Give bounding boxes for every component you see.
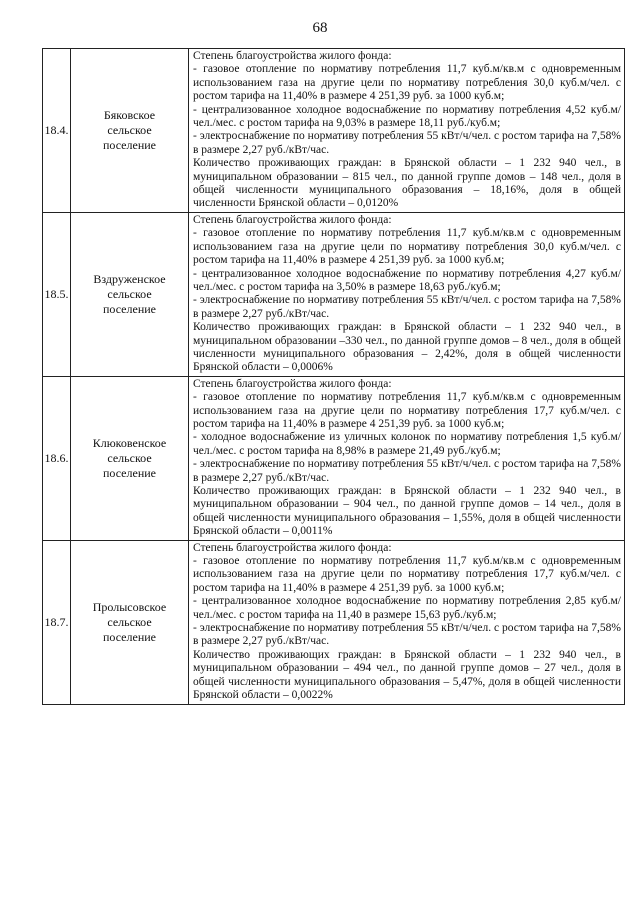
- settlement-name: [71, 212, 189, 376]
- settlement-name-line: сельское: [107, 450, 152, 465]
- settlement-name-line: Пролысовское: [92, 599, 167, 614]
- settlements-table: [42, 48, 625, 705]
- description-heading: Степень благоустройства жилого фонда:: [193, 213, 392, 226]
- settlement-name-line: Бяковское: [103, 107, 156, 122]
- gas-heating-item: - газовое отопление по нормативу потребления 11,7 куб.м/кв.м с одновременным использованием газа на другие цели по нормативу потребления 17,7 куб.м/чел. с ростом тарифа на 11,40% в размере 4 251,39 руб. за 1000 куб.м;: [193, 555, 621, 594]
- electricity-item: - электроснабжение по нормативу потребления 55 кВт/ч/чел. с ростом тарифа на 7,58% в размере 2,27 руб./кВт/час.: [193, 458, 621, 484]
- settlement-name: [71, 376, 189, 540]
- gas-heating-item: - газовое отопление по нормативу потребления 11,7 куб.м/кв.м с одновременным использованием газа на другие цели по нормативу потребления 17,7 куб.м/чел. с ростом тарифа на 11,40% в размере 4 251,39 руб. за 1000 куб.м;: [193, 391, 621, 430]
- row-number: 18.4.: [43, 49, 71, 213]
- page-number: 68: [312, 20, 328, 36]
- housing-description: [189, 376, 625, 540]
- settlement-name-line: поселение: [102, 629, 156, 644]
- row-number: 18.6.: [43, 376, 71, 540]
- settlement-name-line: Клюковенское: [92, 435, 167, 450]
- row-number: 18.5.: [43, 212, 71, 376]
- electricity-item: - электроснабжение по нормативу потребления 55 кВт/ч/чел. с ростом тарифа на 7,58% в размере 2,27 руб./кВт/час.: [193, 130, 621, 156]
- housing-description: [189, 49, 625, 213]
- settlement-name-line: Вздруженское: [93, 271, 166, 286]
- description-heading: Степень благоустройства жилого фонда:: [193, 541, 392, 554]
- settlement-name-line: сельское: [107, 614, 152, 629]
- water-supply-item: - централизованное холодное водоснабжение по нормативу потребления 2,85 куб.м/чел./мес. с ростом тарифа на 11,40 в размере 15,63 руб./куб.м;: [193, 595, 621, 621]
- water-supply-item: - холодное водоснабжение из уличных колонок по нормативу потребления 1,5 куб.м/чел./мес. с ростом тарифа на 8,98% в размере 21,49 руб./куб.м;: [193, 431, 621, 457]
- water-supply-item: - централизованное холодное водоснабжение по нормативу потребления 4,27 куб.м/чел./мес. с ростом тарифа на 3,50% в размере 18,63 руб./куб.м;: [193, 267, 621, 293]
- residents-count: Количество проживающих граждан: в Брянской области – 1 232 940 чел., в муниципальном образовании –330 чел., по данной группе домов – 8 чел., доля в общей численности муниципального образования – 2,42%, доля в общей численности Брянской области – 0,0006%: [193, 321, 621, 374]
- electricity-item: - электроснабжение по нормативу потребления 55 кВт/ч/чел. с ростом тарифа на 7,58% в размере 2,27 руб./кВт/час.: [193, 294, 621, 320]
- row-number: 18.7.: [43, 540, 71, 704]
- settlement-name: [71, 49, 189, 213]
- gas-heating-item: - газовое отопление по нормативу потребления 11,7 куб.м/кв.м с одновременным использованием газа на другие цели по нормативу потребления 30,0 куб.м/чел. с ростом тарифа на 11,40% в размере 4 251,39 руб. за 1000 куб.м;: [193, 63, 621, 103]
- housing-description: [189, 540, 625, 704]
- housing-description: [189, 212, 625, 376]
- residents-count: Количество проживающих граждан: в Брянской области – 1 232 940 чел., в муниципальном образовании – 904 чел., по данной группе домов – 14 чел., доля в общей численности муниципального образования – 1,55%, доля в общей численности Брянской области – 0,0011%: [193, 485, 621, 538]
- table-row: [43, 49, 625, 213]
- description-heading: Степень благоустройства жилого фонда:: [193, 377, 392, 390]
- settlement-name-line: сельское: [107, 122, 152, 137]
- table-row: [43, 376, 625, 540]
- settlement-name-line: поселение: [102, 465, 156, 480]
- settlement-name-line: поселение: [102, 137, 156, 152]
- description-heading: Степень благоустройства жилого фонда:: [193, 50, 392, 62]
- settlement-name-line: сельское: [107, 286, 152, 301]
- settlement-name: [71, 540, 189, 704]
- gas-heating-item: - газовое отопление по нормативу потребления 11,7 куб.м/кв.м с одновременным использованием газа на другие цели по нормативу потребления 30,0 куб.м/чел. с ростом тарифа на 11,40% в размере 4 251,39 руб. за 1000 куб.м;: [193, 227, 621, 267]
- settlement-name-line: поселение: [102, 301, 156, 316]
- residents-count: Количество проживающих граждан: в Брянской области – 1 232 940 чел., в муниципальном образовании – 494 чел., по данной группе домов – 27 чел., доля в общей численности муниципального образования – 5,47%, доля в общей численности Брянской области – 0,0022%: [193, 648, 621, 702]
- table-row: [43, 540, 625, 704]
- water-supply-item: - централизованное холодное водоснабжение по нормативу потребления 4,52 куб.м/чел./мес. с ростом тарифа на 9,03% в размере 18,11 руб./куб.м;: [193, 103, 621, 130]
- table-row: [43, 212, 625, 376]
- residents-count: Количество проживающих граждан: в Брянской области – 1 232 940 чел., в муниципальном образовании – 815 чел., по данной группе домов – 148 чел., доля в общей численности муниципального образования – 18,16%, доля в общей численности Брянской области – 0,0120%: [193, 157, 621, 210]
- electricity-item: - электроснабжение по нормативу потребления 55 кВт/ч/чел. с ростом тарифа на 7,58% в размере 2,27 руб./кВт/час.: [193, 622, 621, 648]
